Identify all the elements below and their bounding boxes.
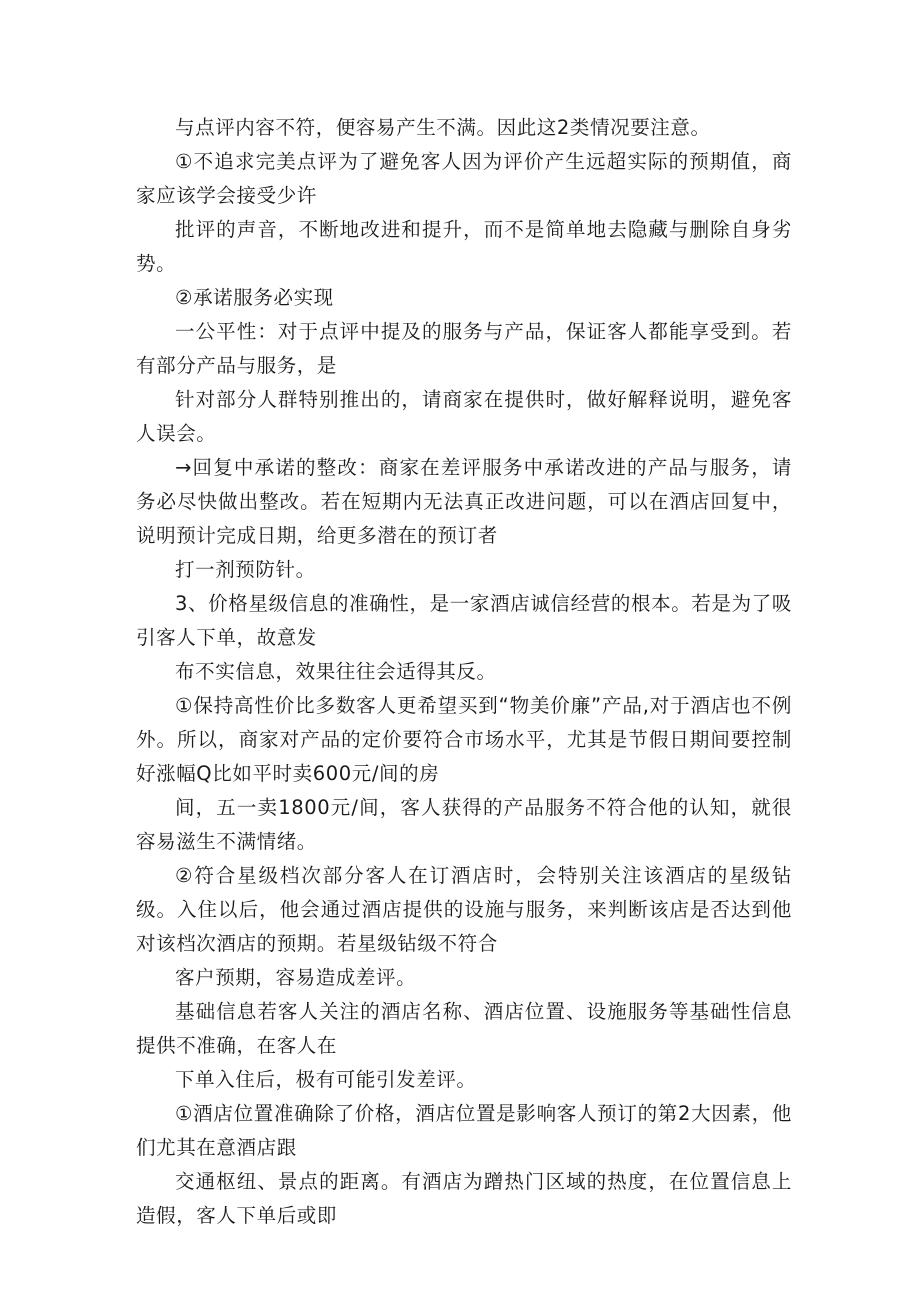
paragraph: 交通枢纽、景点的距离。有酒店为蹭热门区域的热度，在位置信息上造假，客人下单后或即 (136, 1170, 792, 1227)
paragraph: ②承诺服务必实现 (175, 286, 334, 309)
paragraph: ①不追求完美点评为了避免客人因为评价产生远超实际的预期值，商家应该学会接受少许 (136, 150, 792, 207)
paragraph: 打一剂预防针。 (175, 558, 316, 581)
paragraph: 批评的声音，不断地改进和提升，而不是简单地去隐藏与删除自身劣势。 (136, 218, 792, 275)
paragraph: ②符合星级档次部分客人在订酒店时，会特别关注该酒店的星级钻级。入住以后，他会通过酒店提供的设施与服务，来判断该店是否达到他对该档次酒店的预期。若星级钻级不符合 (136, 864, 792, 955)
document-body (136, 111, 792, 1233)
paragraph: 布不实信息，效果往往会适得其反。 (175, 660, 497, 683)
paragraph: 针对部分人群特别推出的，请商家在提供时，做好解释说明，避免客人误会。 (136, 388, 792, 445)
paragraph: 基础信息若客人关注的酒店名称、酒店位置、设施服务等基础性信息提供不准确，在客人在 (136, 1000, 792, 1057)
paragraph: 下单入住后，极有可能引发差评。 (175, 1068, 477, 1091)
paragraph: ①酒店位置准确除了价格，酒店位置是影响客人预订的第2大因素，他们尤其在意酒店跟 (136, 1102, 792, 1159)
paragraph: 一公平性：对于点评中提及的服务与产品，保证客人都能享受到。若有部分产品与服务，是 (136, 320, 792, 377)
paragraph: 与点评内容不符，便容易产生不满。因此这2类情况要注意。 (175, 116, 711, 139)
paragraph: ①保持高性价比多数客人更希望买到“物美价廉”产品,对于酒店也不例外。所以，商家对产品的定价要符合市场水平，尤其是节假日期间要控制好涨幅Q比如平时卖600元/间的房 (136, 694, 792, 785)
paragraph: 3、价格星级信息的准确性，是一家酒店诚信经营的根本。若是为了吸引客人下单，故意发 (136, 592, 792, 649)
paragraph: 客户预期，容易造成差评。 (175, 966, 417, 989)
paragraph: 间，五一卖1800元/间，客人获得的产品服务不符合他的认知，就很容易滋生不满情绪。 (136, 796, 792, 853)
paragraph: →回复中承诺的整改：商家在差评服务中承诺改进的产品与服务，请务必尽快做出整改。若在短期内无法真正改进问题，可以在酒店回复中，说明预计完成日期，给更多潜在的预订者 (136, 456, 792, 547)
